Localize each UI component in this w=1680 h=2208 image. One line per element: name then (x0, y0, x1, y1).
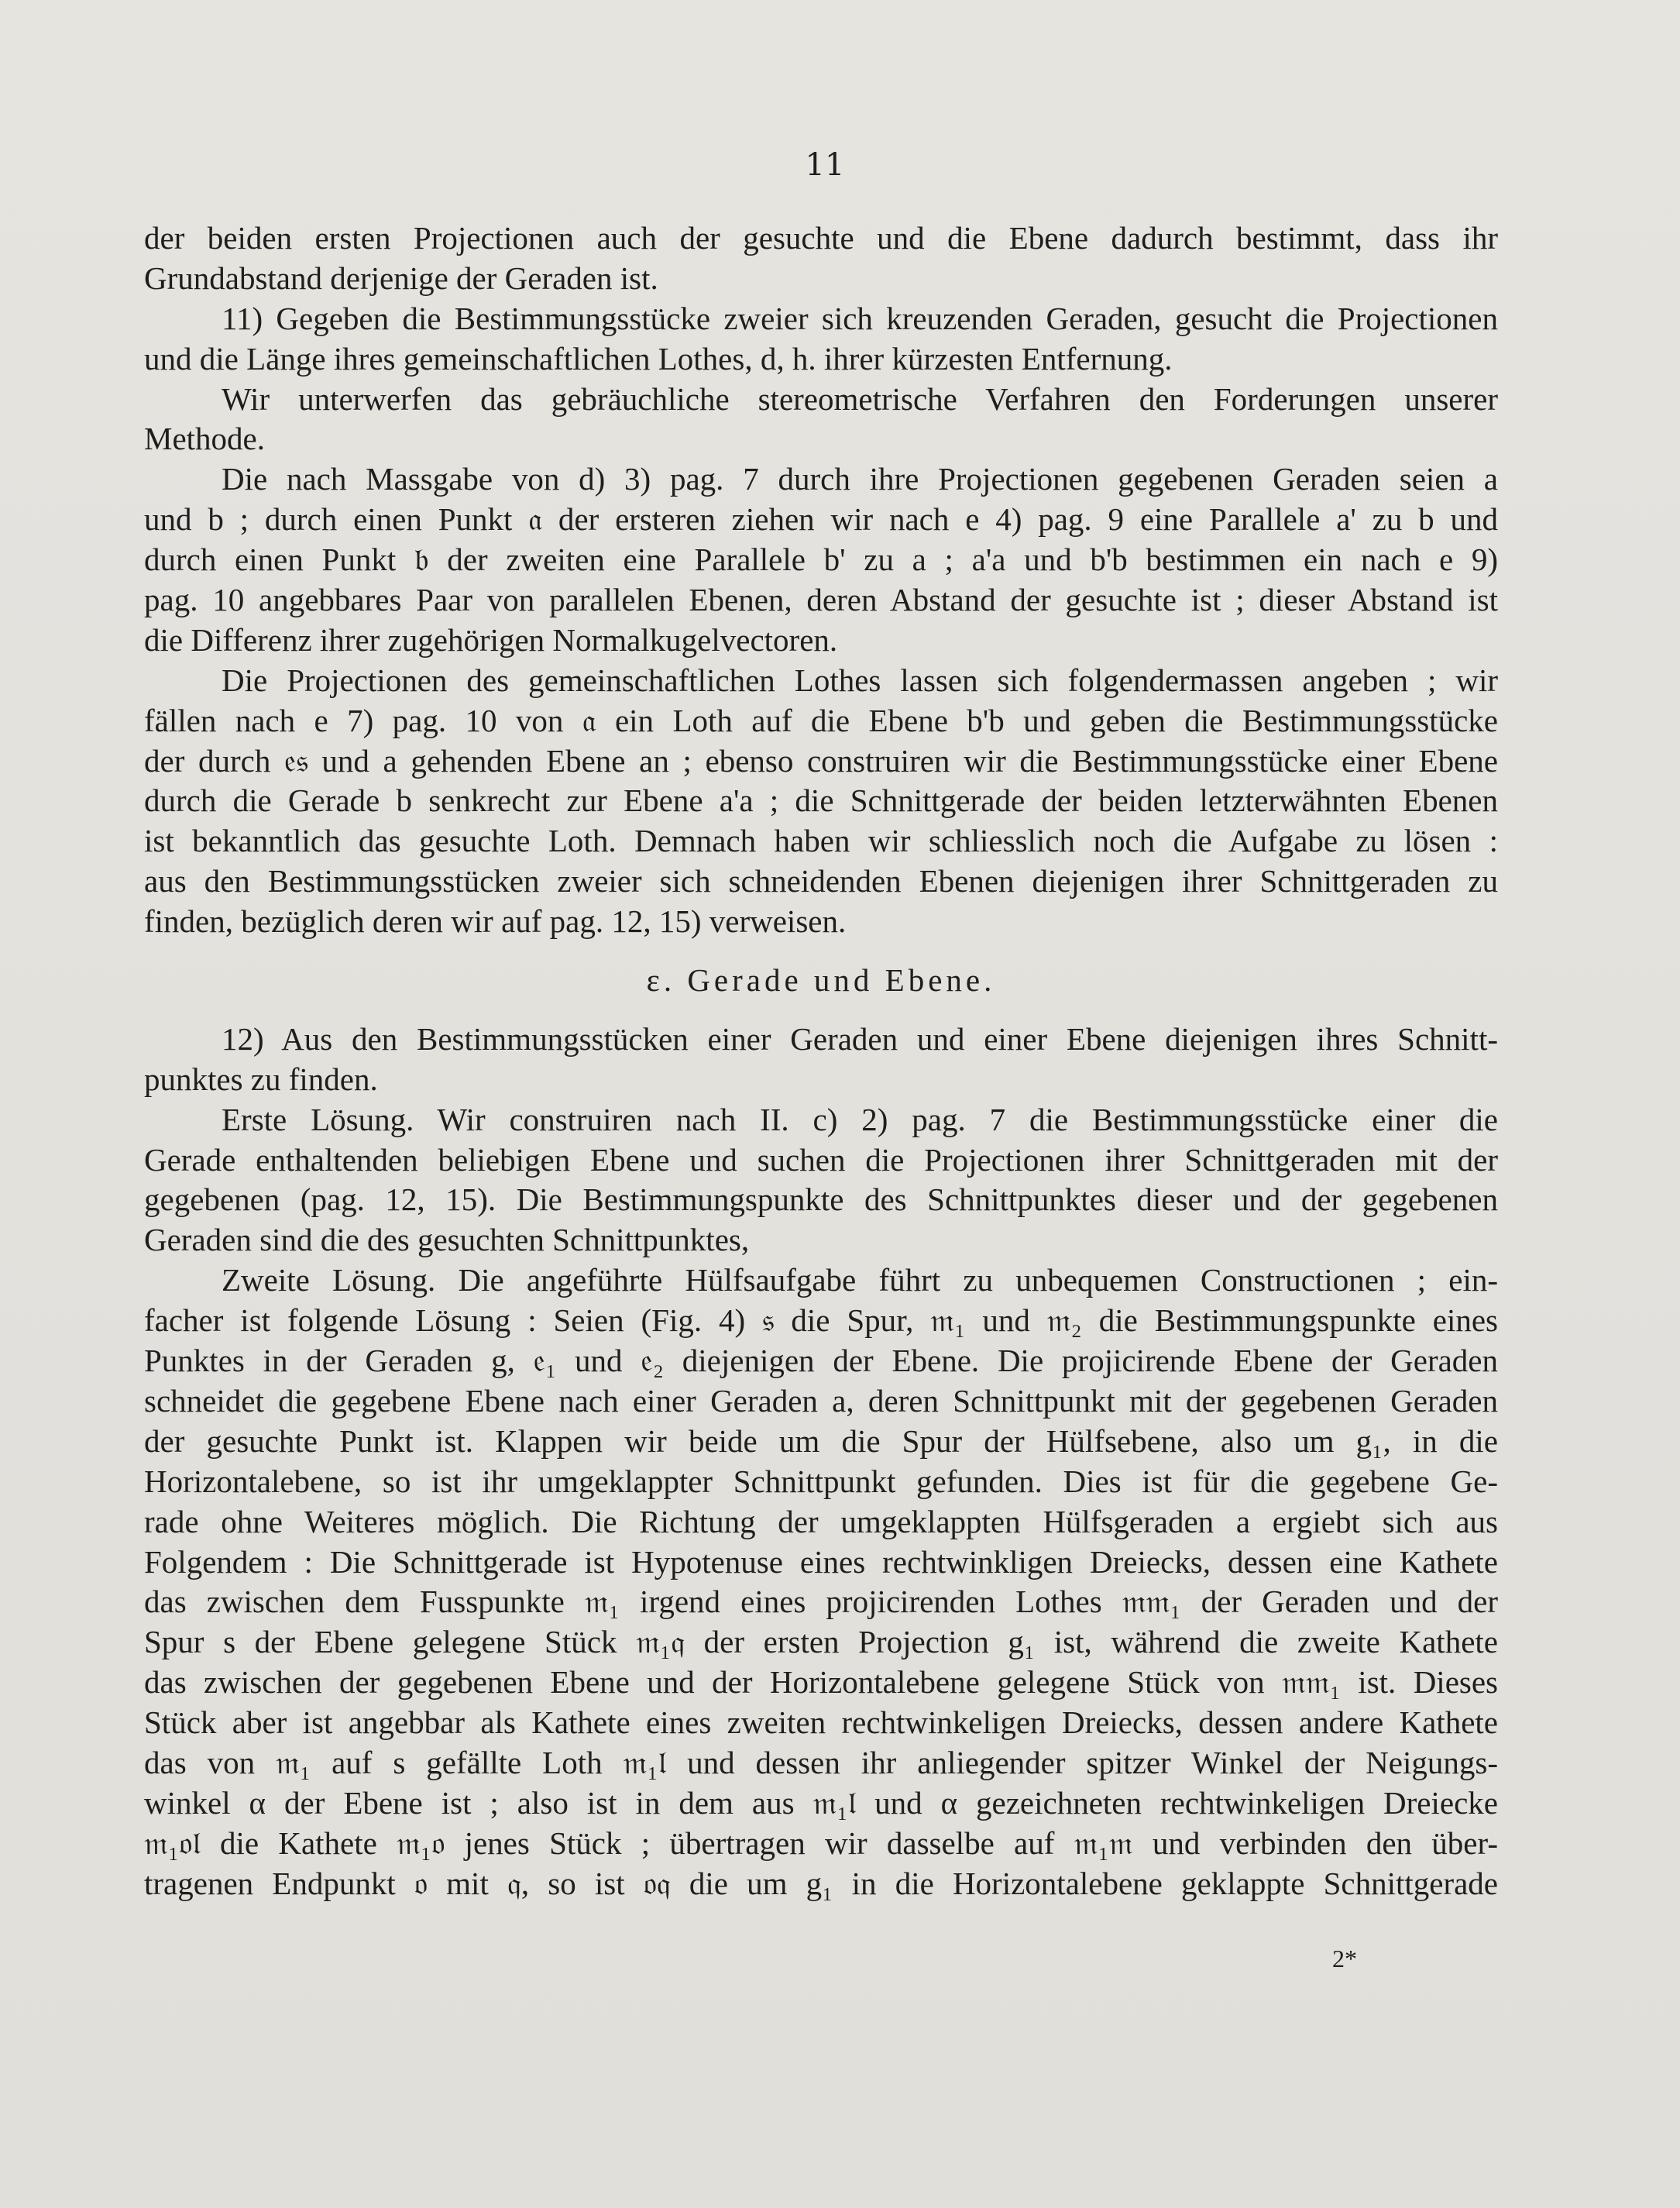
paragraph-line: Horizontalebene, so ist ihr umgeklappter Schnittpunkt gefunden. Dies ist für die gegebene Ge- (144, 1463, 1498, 1499)
paragraph-line: Spur s der Ebene gelegene Stück 𝔪₁𝔮 der ersten Projection g₁ ist, während die zweite Kathete (144, 1624, 1498, 1660)
paragraph-line: ist bekanntlich das gesuchte Loth. Demnach haben wir schliesslich noch die Aufgabe zu lösen : (144, 823, 1498, 859)
paragraph-line: durch die Gerade b senkrecht zur Ebene a'a ; die Schnittgerade der beiden letzterwähnten Ebenen (144, 782, 1498, 819)
paragraph-line: finden, bezüglich deren wir auf pag. 12, 15) verweisen. (144, 903, 847, 940)
paragraph-line: tragenen Endpunkt 𝔬 mit 𝔮, so ist 𝔬𝔮 die um g₁ in die Horizontalebene geklappte Schnittgerade (144, 1865, 1498, 1901)
paragraph-line: schneidet die gegebene Ebene nach einer Geraden a, deren Schnittpunkt mit der gegebenen Geraden (144, 1382, 1498, 1419)
paragraph-line: fällen nach e 7) pag. 10 von 𝔞 ein Loth auf die Ebene b'b und geben die Bestimmungsstücke (144, 702, 1498, 738)
page-number: 11 (805, 147, 845, 183)
paragraph-line: Folgendem : Die Schnittgerade ist Hypotenuse eines rechtwinkligen Dreiecks, dessen eine Kathete (144, 1543, 1498, 1580)
paragraph-line: der gesuchte Punkt ist. Klappen wir beide um die Spur der Hülfsebene, also um g₁, in die (144, 1422, 1498, 1459)
paragraph-line: pag. 10 angebbares Paar von parallelen Ebenen, deren Abstand der gesuchte ist ; dieser Abstand ist (144, 582, 1498, 618)
signature-mark: 2* (1332, 1945, 1357, 1972)
paragraph-line: 𝔪₁𝔬𝔩 die Kathete 𝔪₁𝔬 jenes Stück ; übertragen wir dasselbe auf 𝔪₁𝔪 und verbinden den über- (144, 1825, 1498, 1861)
paragraph-line: und b ; durch einen Punkt 𝔞 der ersteren ziehen wir nach e 4) pag. 9 eine Parallele a' zu b und (144, 501, 1498, 538)
paragraph-line: aus den Bestimmungsstücken zweier sich schneidenden Ebenen diejenigen ihrer Schnittgeraden zu (144, 863, 1498, 899)
paragraph-line: der durch 𝔢𝔰 und a gehenden Ebene an ; ebenso construiren wir die Bestimmungsstücke einer Ebene (144, 742, 1498, 779)
paragraph-line: Geraden sind die des gesuchten Schnittpunktes, (144, 1222, 750, 1258)
paragraph-line: Die Projectionen des gemeinschaftlichen Lothes lassen sich folgendermassen angeben ; wir (222, 662, 1498, 698)
paragraph-line: punktes zu finden. (144, 1061, 378, 1097)
paragraph-line: das zwischen dem Fusspunkte 𝔪₁ irgend eines projicirenden Lothes 𝔪𝔪₁ der Geraden und der (144, 1584, 1498, 1620)
paragraph-line: Die nach Massgabe von d) 3) pag. 7 durch ihre Projectionen gegebenen Geraden seien a (222, 461, 1498, 497)
paragraph-line: gegebenen (pag. 12, 15). Die Bestimmungspunkte des Schnittpunktes dieser und der gegebenen (144, 1181, 1498, 1218)
paragraph-line: Zweite Lösung. Die angeführte Hülfsaufgabe führt zu unbequemen Constructionen ; ein- (222, 1262, 1498, 1298)
paragraph-line: 11) Gegeben die Bestimmungsstücke zweier sich kreuzenden Geraden, gesucht die Projectionen (222, 300, 1498, 336)
paragraph-line: und die Länge ihres gemeinschaftlichen Lothes, d, h. ihrer kürzesten Entfernung. (144, 340, 1173, 377)
paragraph-line: das zwischen der gegebenen Ebene und der Horizontalebene gelegene Stück von 𝔪𝔪₁ ist. Dieses (144, 1664, 1498, 1701)
paragraph-line: winkel α der Ebene ist ; also ist in dem aus 𝔪₁𝔩 und α gezeichneten rechtwinkeligen Dreiecke (144, 1784, 1498, 1821)
paragraph-line: facher ist folgende Lösung : Seien (Fig. 4) 𝔰 die Spur, 𝔪₁ und 𝔪₂ die Bestimmungspunkte eines (144, 1302, 1498, 1339)
paragraph-line: Wir unterwerfen das gebräuchliche stereometrische Verfahren den Forderungen unserer (222, 380, 1498, 417)
section-heading: ε. Gerade und Ebene. (646, 962, 996, 999)
body-text (144, 218, 1498, 1904)
paragraph-line: Punktes in der Geraden g, 𝔢₁ und 𝔢₂ diejenigen der Ebene. Die projicirende Ebene der Geraden (144, 1343, 1498, 1379)
paragraph-line: Gerade enthaltenden beliebigen Ebene und suchen die Projectionen ihrer Schnittgeraden mit der (144, 1141, 1498, 1178)
paragraph-line: Stück aber ist angebbar als Kathete eines zweiten rechtwinkeligen Dreiecks, dessen andere Kathete (144, 1704, 1498, 1741)
paragraph-line: Grundabstand derjenige der Geraden ist. (144, 260, 658, 296)
paragraph-line: der beiden ersten Projectionen auch der gesuchte und die Ebene dadurch bestimmt, dass ihr (144, 220, 1498, 256)
paragraph-line: rade ohne Weiteres möglich. Die Richtung der umgeklappten Hülfsgeraden a ergiebt sich aus (144, 1503, 1498, 1539)
paragraph-line: durch einen Punkt 𝔟 der zweiten eine Parallele b' zu a ; a'a und b'b bestimmen ein nach e 9) (144, 542, 1498, 578)
paragraph-line: das von 𝔪₁ auf s gefällte Loth 𝔪₁𝔩 und dessen ihr anliegender spitzer Winkel der Neigungs- (144, 1744, 1498, 1780)
paragraph-line: die Differenz ihrer zugehörigen Normalkugelvectoren. (144, 621, 838, 658)
paragraph-line: Erste Lösung. Wir construiren nach II. c) 2) pag. 7 die Bestimmungsstücke einer die (222, 1101, 1498, 1137)
paragraph-line: Methode. (144, 421, 265, 457)
paragraph-line: 12) Aus den Bestimmungsstücken einer Geraden und einer Ebene diejenigen ihres Schnitt- (222, 1020, 1498, 1057)
